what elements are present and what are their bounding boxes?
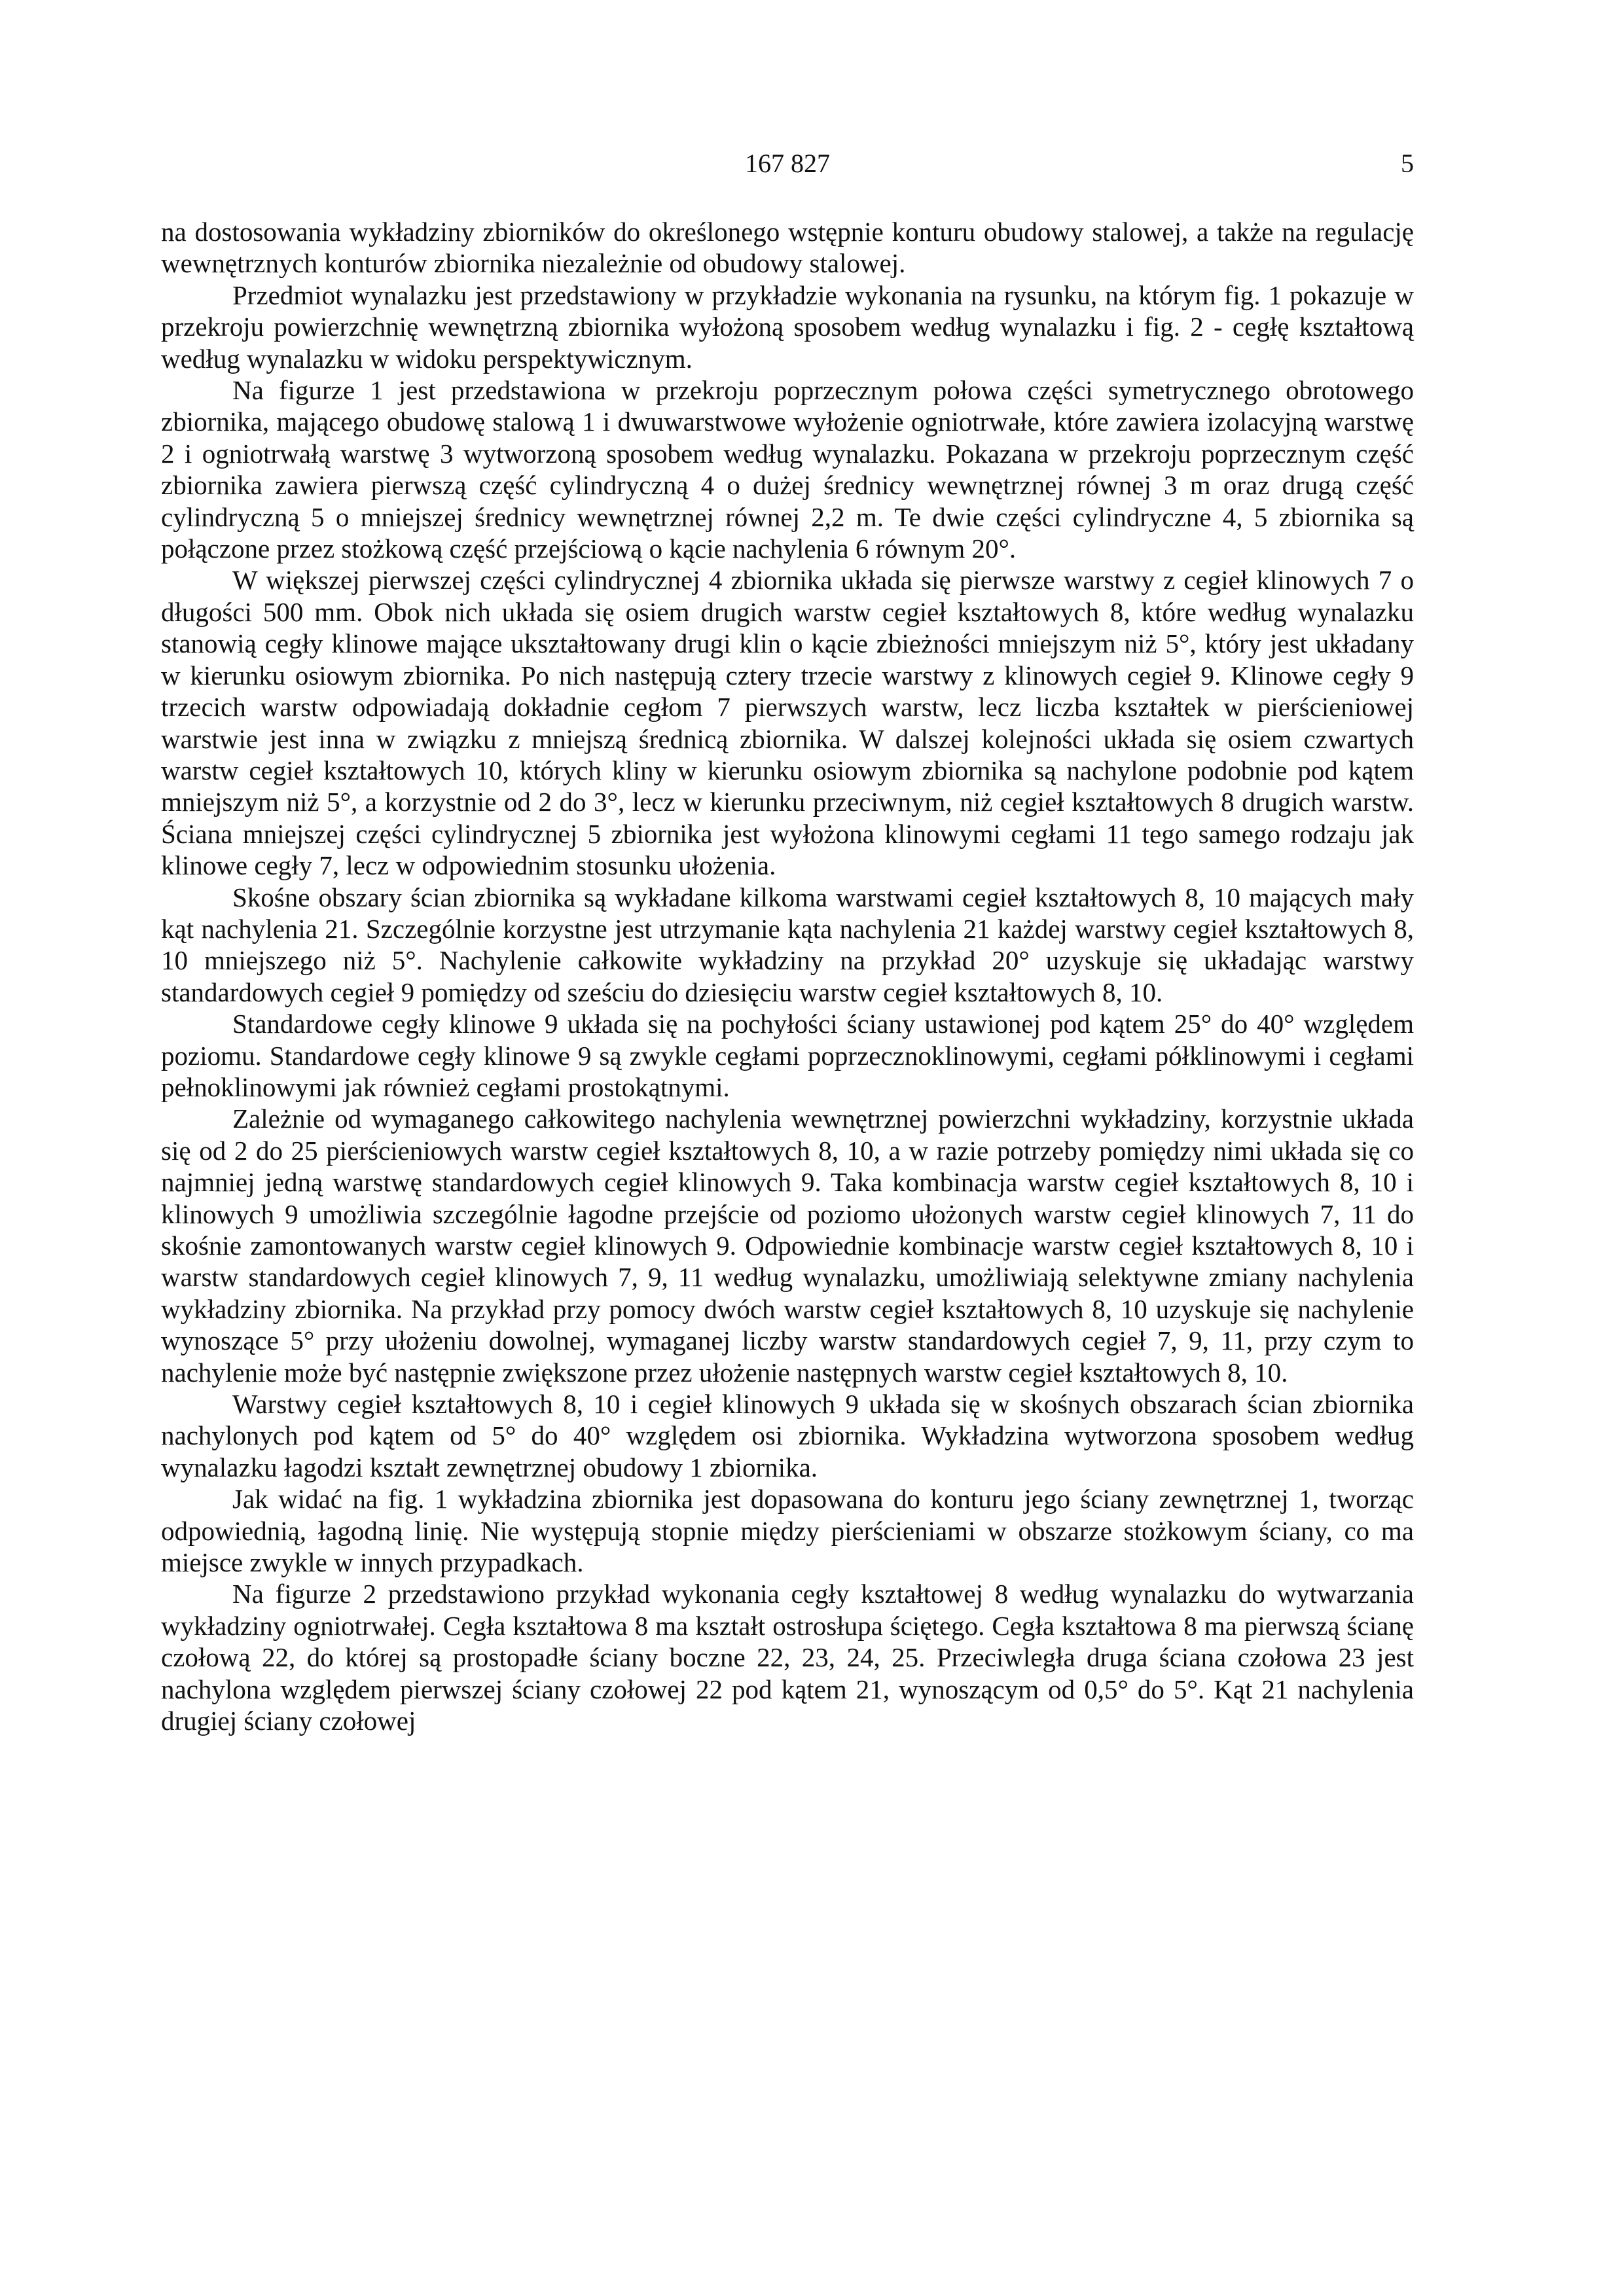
patent-number: 167 827 xyxy=(745,149,830,178)
paragraph: Warstwy cegieł kształtowych 8, 10 i cegieł klinowych 9 układa się w skośnych obszarach ścian zbiornika nachylonych pod kątem od 5° do 40° względem osi zbiornika. Wykładzina wytworzona sposobem według wynalazku łagodzi kształt zewnętrznej obudowy 1 zbiornika. xyxy=(161,1389,1414,1482)
page-number: 5 xyxy=(1401,149,1414,178)
paragraph: Na figurze 2 przedstawiono przykład wykonania cegły kształtowej 8 według wynalazku do wytwarzania wykładziny ogniotrwałej. Cegła kształtowa 8 ma kształt ostrosłupa ściętego. Cegła kształtowa 8 ma pierwszą ścianę czołową 22, do której są prostopadłe ściany boczne 22, 23, 24, 25. Przeciwległa druga ściana czołowa 23 jest nachylona względem pierwszej ściany czołowej 22 pod kątem 21, wynoszącym od 0,5° do 5°. Kąt 21 nachylenia drugiej ściany czołowej xyxy=(161,1579,1414,1736)
paragraph: Zależnie od wymaganego całkowitego nachylenia wewnętrznej powierzchni wykładziny, korzystnie układa się od 2 do 25 pierścieniowych warstw cegieł kształtowych 8, 10, a w razie potrzeby pomiędzy nimi układa się co najmniej jedną warstwę standardowych cegieł klinowych 9. Taka kombinacja warstw cegieł kształtowych 8, 10 i klinowych 9 umożliwia szczególnie łagodne przejście od poziomo ułożonych warstw cegieł klinowych 7, 11 do skośnie zamontowanych warstw cegieł klinowych 9. Odpowiednie kombinacje warstw cegieł kształtowych 8, 10 i warstw standardowych cegieł klinowych 7, 9, 11 według wynalazku, umożliwiają selektywne zmiany nachylenia wykładziny zbiornika. Na przykład przy pomocy dwóch warstw cegieł kształtowych 8, 10 uzyskuje się nachylenie wynoszące 5° przy ułożeniu dowolnej, wymaganej liczby warstw standardowych cegieł 7, 9, 11, przy czym to nachylenie może być następnie zwiększone przez ułożenie następnych warstw cegieł kształtowych 8, 10. xyxy=(161,1103,1414,1388)
paragraph: Jak widać na fig. 1 wykładzina zbiornika jest dopasowana do konturu jego ściany zewnętrznej 1, tworząc odpowiednią, łagodną linię. Nie występują stopnie między pierścieniami w obszarze stożkowym ściany, co ma miejsce zwykle w innych przypadkach. xyxy=(161,1484,1414,1578)
body-text xyxy=(161,216,1414,1737)
paragraph: W większej pierwszej części cylindrycznej 4 zbiornika układa się pierwsze warstwy z cegieł klinowych 7 o długości 500 mm. Obok nich układa się osiem drugich warstw cegieł kształtowych 8, które według wynalazku stanowią cegły klinowe mające ukształtowany drugi klin o kącie zbieżności mniejszym niż 5°, który jest układany w kierunku osiowym zbiornika. Po nich następują cztery trzecie warstwy z klinowych cegieł 9. Klinowe cegły 9 trzecich warstw odpowiadają dokładnie cegłom 7 pierwszych warstw, lecz liczba kształtek w pierścieniowej warstwie jest inna w związku z mniejszą średnicą zbiornika. W dalszej kolejności układa się osiem czwartych warstw cegieł kształtowych 10, których kliny w kierunku osiowym zbiornika są nachylone podobnie pod kątem mniejszym niż 5°, a korzystnie od 2 do 3°, lecz w kierunku przeciwnym, niż cegieł kształtowych 8 drugich warstw. Ściana mniejszej części cylindrycznej 5 zbiornika jest wyłożona klinowymi cegłami 11 tego samego rodzaju jak klinowe cegły 7, lecz w odpowiednim stosunku ułożenia. xyxy=(161,565,1414,881)
paragraph: Skośne obszary ścian zbiornika są wykładane kilkoma warstwami cegieł kształtowych 8, 10 mających mały kąt nachylenia 21. Szczególnie korzystne jest utrzymanie kąta nachylenia 21 każdej warstwy cegieł kształtowych 8, 10 mniejszego niż 5°. Nachylenie całkowite wykładziny na przykład 20° uzyskuje się układając warstwy standardowych cegieł 9 pomiędzy od sześciu do dziesięciu warstw cegieł kształtowych 8, 10. xyxy=(161,882,1414,1007)
paragraph: na dostosowania wykładziny zbiorników do określonego wstępnie konturu obudowy stalowej, a także na regulację wewnętrznych konturów zbiornika niezależnie od obudowy stalowej. xyxy=(161,217,1414,279)
paragraph: Na figurze 1 jest przedstawiona w przekroju poprzecznym połowa części symetrycznego obrotowego zbiornika, mającego obudowę stalową 1 i dwuwarstwowe wyłożenie ogniotrwałe, które zawiera izolacyjną warstwę 2 i ogniotrwałą warstwę 3 wytworzoną sposobem według wynalazku. Pokazana w przekroju poprzecznym część zbiornika zawiera pierwszą część cylindryczną 4 o dużej średnicy wewnętrznej równej 3 m oraz drugą część cylindryczną 5 o mniejszej średnicy wewnętrznej równej 2,2 m. Te dwie części cylindryczne 4, 5 zbiornika są połączone przez stożkową część przejściową o kącie nachylenia 6 równym 20°. xyxy=(161,375,1414,564)
page-header xyxy=(161,145,1414,182)
paragraph: Standardowe cegły klinowe 9 układa się na pochyłości ściany ustawionej pod kątem 25° do 40° względem poziomu. Standardowe cegły klinowe 9 są zwykle cegłami poprzecznoklinowymi, cegłami półklinowymi i cegłami pełnoklinowymi jak również cegłami prostokątnymi. xyxy=(161,1009,1414,1102)
paragraph: Przedmiot wynalazku jest przedstawiony w przykładzie wykonania na rysunku, na którym fig. 1 pokazuje w przekroju powierzchnię wewnętrzną zbiornika wyłożoną sposobem według wynalazku i fig. 2 - cegłę kształtową według wynalazku w widoku perspektywicznym. xyxy=(161,279,1414,374)
